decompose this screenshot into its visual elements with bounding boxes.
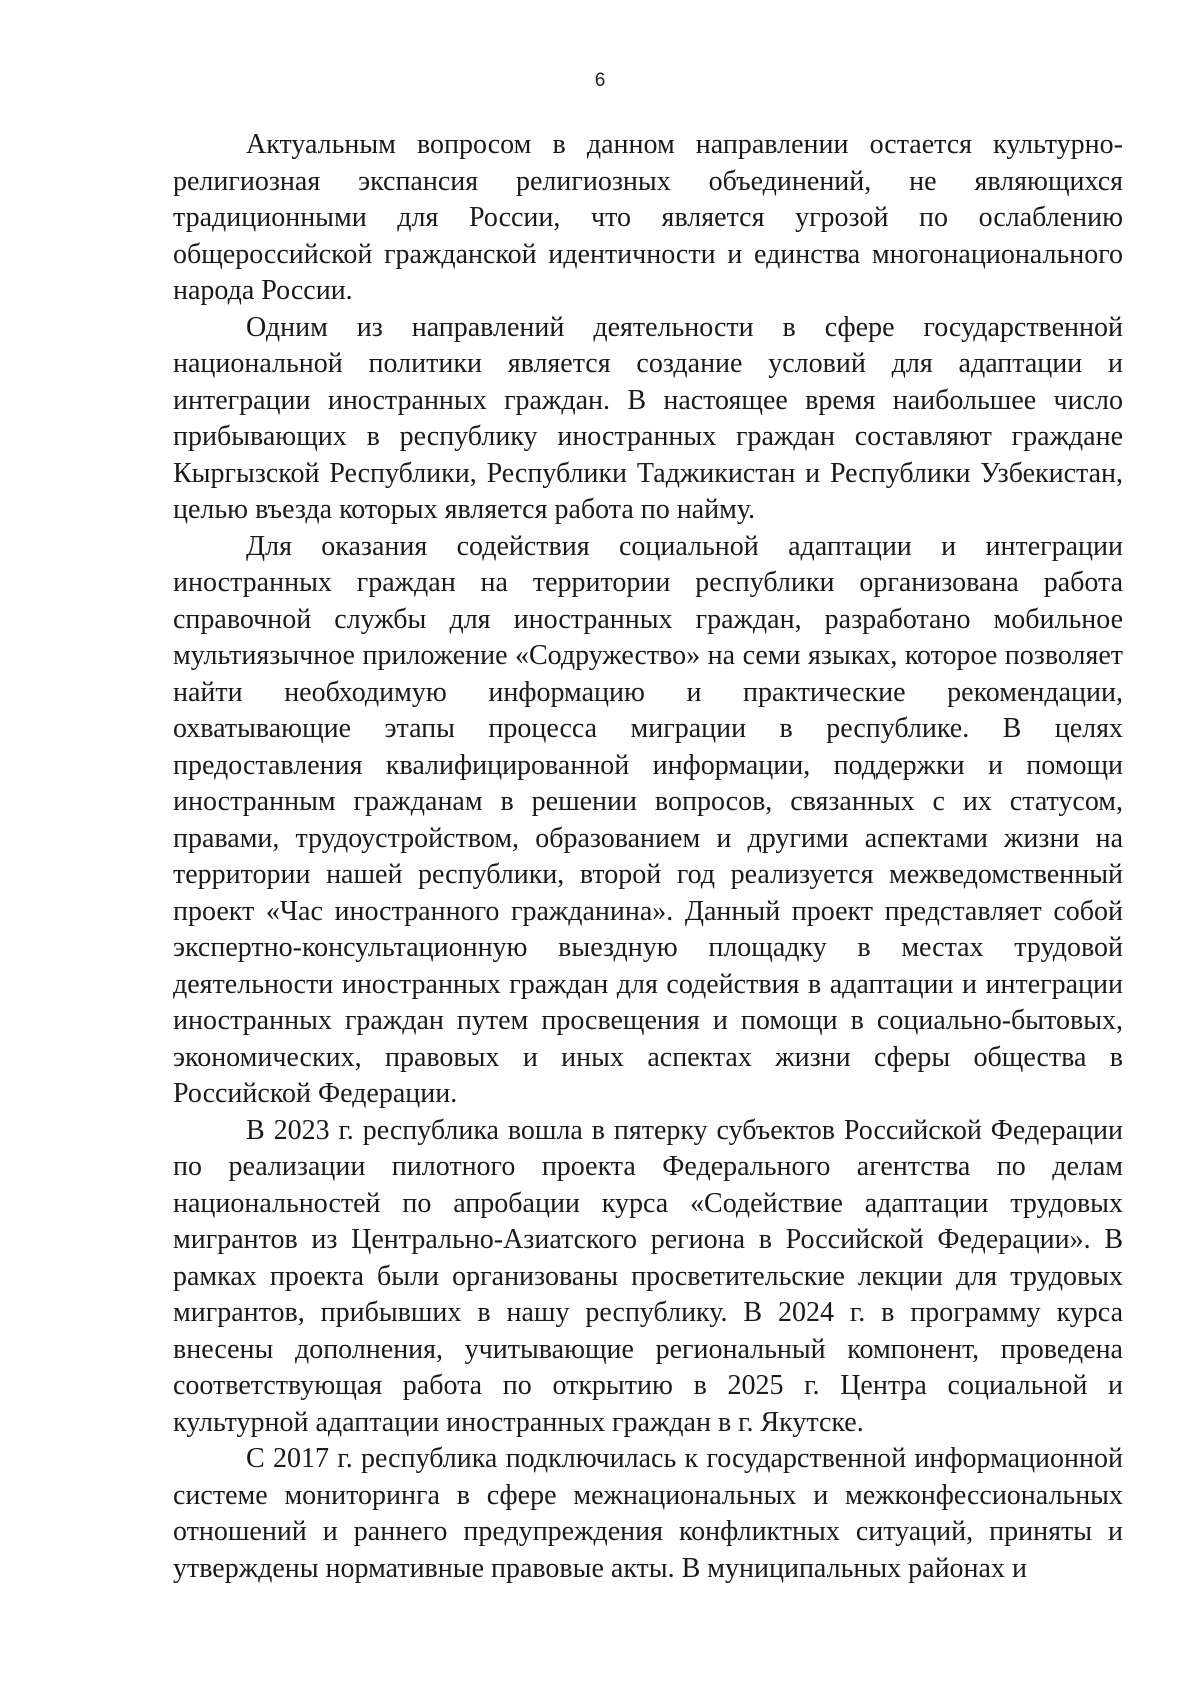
paragraph-integration-services: Для оказания содействия социальной адаптации и интеграции иностранных граждан на территории республики организована работа справочной службы для иностранных граждан, разработано мобильное мультиязычное приложение «Содружество» на семи языках, которое позволяет найти необходимую информацию и практические рекомендации, охватывающие этапы процесса миграции в республике. В целях предоставления квалифицированной информации, поддержки и помощи иностранным гражданам в решении вопросов, связанных с их статусом, правами, трудоустройством, образованием и другими аспектами жизни на территории нашей республики, второй год реализуется межведомственный проект «Час иностранного гражданина». Данный проект представляет собой экспертно-консультационную выездную площадку в местах трудовой деятельности иностранных граждан для содействия в адаптации и интеграции иностранных граждан путем просвещения и помощи в социально-бытовых, экономических, правовых и иных аспектах жизни сферы общества в Российской Федерации. — [173, 530, 1123, 1109]
paragraph-pilot-project-2023: В 2023 г. республика вошла в пятерку субъектов Российской Федерации по реализации пилотного проекта Федерального агентства по делам национальностей по апробации курса «Содействие адаптации трудовых мигрантов из Центрально-Азиатского региона в Российской Федерации». В рамках проекта были организованы просветительские лекции для трудовых мигрантов, прибывших в нашу республику. В 2024 г. в программу курса внесены дополнения, учитывающие региональный компонент, проведена соответствующая работа по открытию в 2025 г. Центра социальной и культурной адаптации иностранных граждан в г. Якутске. — [173, 1114, 1123, 1438]
paragraph-religious-expansion: Актуальным вопросом в данном направлении остается культурно-религиозная экспансия религиозных объединений, не являющихся традиционными для России, что является угрозой по ослаблению общероссийской гражданской идентичности и единства многонационального народа России. — [173, 129, 1123, 306]
document-body — [173, 127, 1123, 1587]
paragraph-monitoring-system-2017: С 2017 г. республика подключилась к государственной информационной системе мониторинга в сфере межнациональных и межконфессиональных отношений и раннего предупреждения конфликтных ситуаций, приняты и утверждены нормативные правовые акты. В муниципальных районах и — [173, 1443, 1123, 1584]
page-number: 6 — [594, 70, 606, 91]
paragraph-foreign-citizens-adaptation: Одним из направлений деятельности в сфере государственной национальной политики является создание условий для адаптации и интеграции иностранных граждан. В настоящее время наибольшее число прибывающих в республику иностранных граждан составляют граждане Кыргызской Республики, Республики Таджикистан и Республики Узбекистан, целью въезда которых является работа по найму. — [173, 311, 1123, 525]
